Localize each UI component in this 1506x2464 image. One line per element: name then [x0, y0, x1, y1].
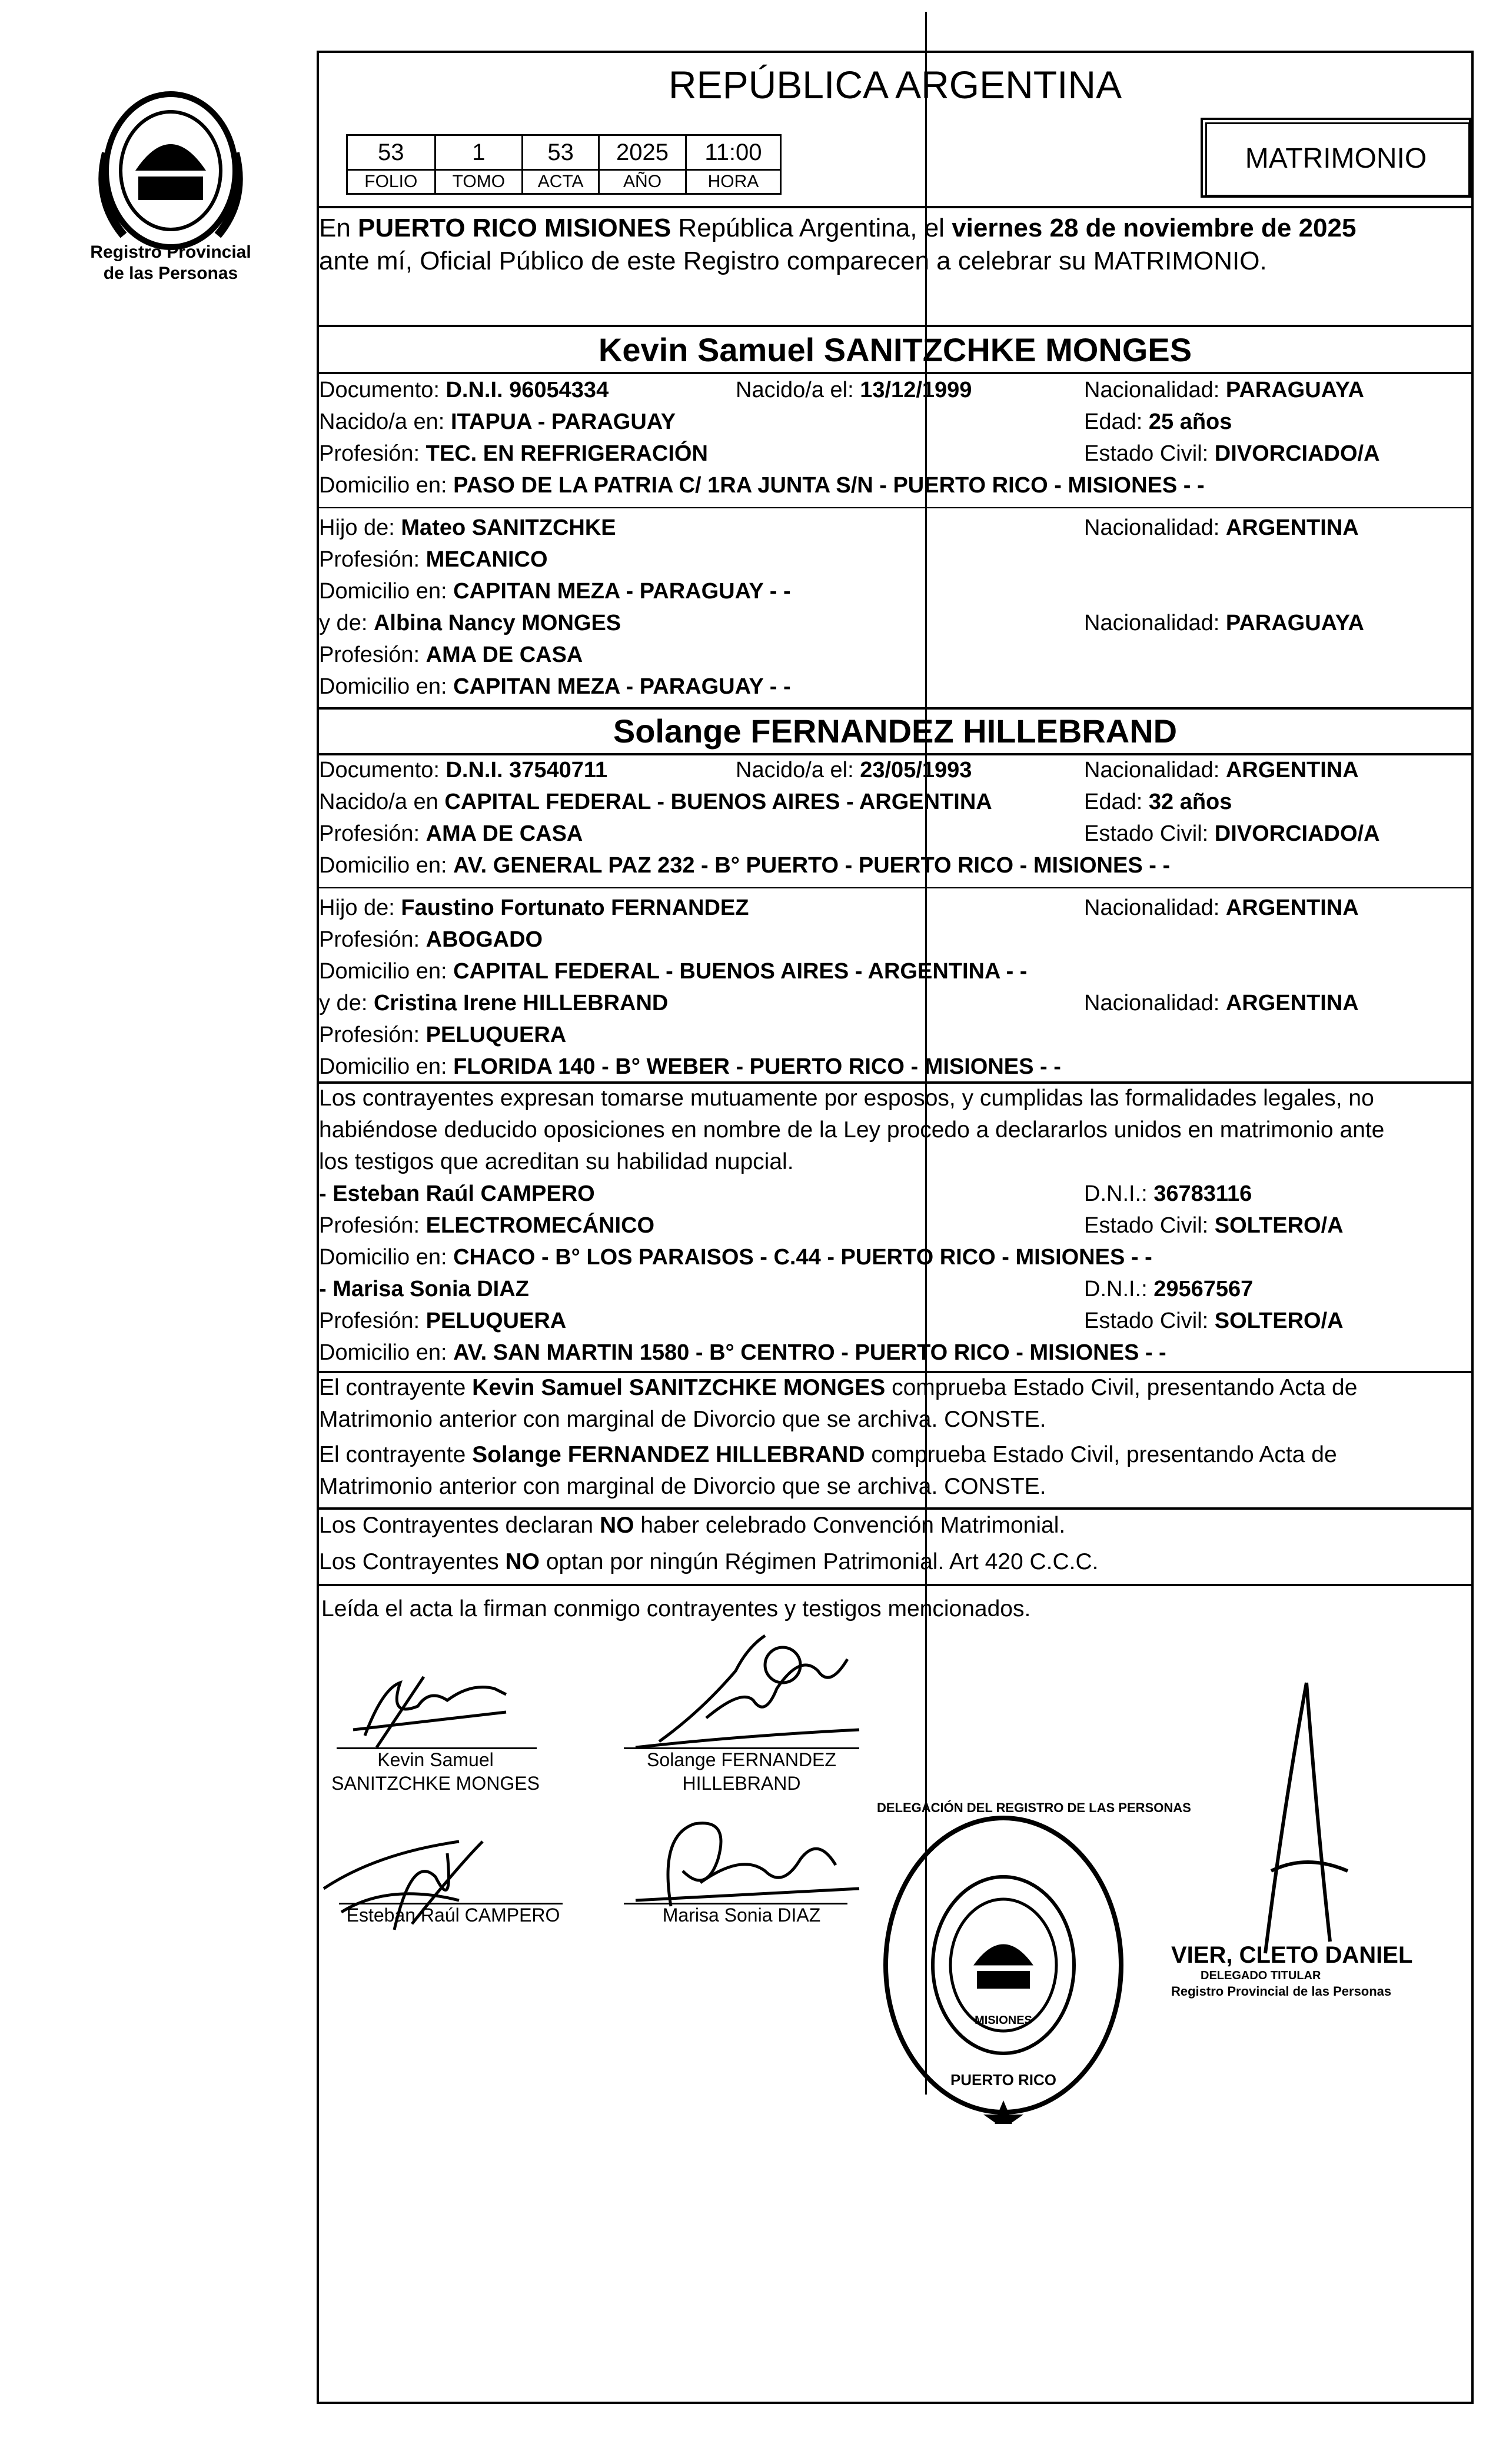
hora-label: HORA [686, 170, 780, 194]
signature-kevin-name-1: Kevin Samuel [377, 1749, 494, 1770]
note2-name: Solange FERNANDEZ HILLEBRAND [472, 1442, 865, 1467]
registry-name-line1: Registro Provincial [90, 242, 251, 262]
spouse1-nationality: Nacionalidad: PARAGUAYA [1084, 378, 1364, 402]
spouse1-profession-value: TEC. EN REFRIGERACIÓN [425, 441, 708, 466]
note2-line-1: El contrayente Solange FERNANDEZ HILLEBRAND comprueba Estado Civil, presentando Acta de [319, 1442, 1337, 1467]
witness1-address: Domicilio en: CHACO - B° LOS PARAISOS - C.44 - PUERTO RICO - MISIONES - - [319, 1245, 1152, 1270]
stamp-bottom-text: PUERTO RICO [950, 2071, 1057, 2089]
province-logo [82, 82, 259, 259]
spouse1-mother-nationality-value: PARAGUAYA [1225, 611, 1364, 635]
spouse2-father-nationality: Nacionalidad: ARGENTINA [1084, 895, 1359, 920]
spouse2-doc-value: D.N.I. 37540711 [446, 758, 608, 783]
spouse1-father-nationality-value: ARGENTINA [1225, 515, 1359, 540]
spouse2-mother-profession-value: PELUQUERA [425, 1023, 567, 1047]
witness1-profession-value: ELECTROMECÁNICO [425, 1213, 655, 1238]
spouse1-age: Edad: 25 años [1084, 409, 1232, 434]
spouse2-born-value: 23/05/1993 [860, 758, 972, 783]
witness1-civil-status: Estado Civil: SOLTERO/A [1084, 1213, 1344, 1238]
spouse1-doc: Documento: D.N.I. 96054334 [319, 378, 609, 402]
spouse1-civil-status: Estado Civil: DIVORCIADO/A [1084, 441, 1380, 466]
witness1-dni-value: 36783116 [1153, 1181, 1252, 1206]
official-office: Registro Provincial de las Personas [1171, 1984, 1392, 1999]
spouse1-father-value: Mateo SANITZCHKE [401, 515, 616, 540]
spouse2-mother: y de: Cristina Irene HILLEBRAND [319, 991, 669, 1015]
spouse1-mother-address: Domicilio en: CAPITAN MEZA - PARAGUAY - - [319, 674, 791, 699]
intro-date: viernes 28 de noviembre de 2025 [952, 214, 1357, 242]
spouse2-address-value: AV. GENERAL PAZ 232 - B° PUERTO - PUERTO RICO - MISIONES - - [453, 853, 1171, 878]
signature-kevin [330, 1665, 553, 1753]
spouse2-profession: Profesión: AMA DE CASA [319, 821, 583, 846]
spouse2-age-value: 32 años [1148, 790, 1232, 814]
spouse2-civil-status: Estado Civil: DIVORCIADO/A [1084, 821, 1380, 846]
note1-line-1: El contrayente Kevin Samuel SANITZCHKE MONGES comprueba Estado Civil, presentando Acta de [319, 1375, 1358, 1400]
spouse1-mother-address-value: CAPITAN MEZA - PARAGUAY - - [453, 674, 791, 699]
folio-value: 53 [347, 135, 435, 170]
convention-line-2: Los Contrayentes NO optan por ningún Régimen Patrimonial. Art 420 C.C.C. [319, 1549, 1099, 1574]
spouse2-profession-value: AMA DE CASA [425, 821, 583, 846]
signature-marisa-name: Marisa Sonia DIAZ [662, 1904, 821, 1926]
spouse2-name: Solange FERNANDEZ HILLEBRAND [613, 712, 1178, 750]
spouse1-father-address-value: CAPITAN MEZA - PARAGUAY - - [453, 579, 791, 604]
spouse2-mother-address: Domicilio en: FLORIDA 140 - B° WEBER - PUERTO RICO - MISIONES - - [319, 1054, 1061, 1079]
hora-value: 11:00 [686, 135, 780, 170]
stamp-ring-text: DELEGACIÓN DEL REGISTRO DE LAS PERSONAS [877, 1800, 1191, 1815]
spouse2-mother-profession: Profesión: PELUQUERA [319, 1023, 567, 1047]
acta-value: 53 [523, 135, 599, 170]
spouse2-father-address-value: CAPITAL FEDERAL - BUENOS AIRES - ARGENTINA - - [453, 959, 1028, 984]
ano-label: AÑO [599, 170, 686, 194]
spouse1-mother-nationality: Nacionalidad: PARAGUAYA [1084, 611, 1364, 635]
folio-label: FOLIO [347, 170, 435, 194]
witness2-profession-value: PELUQUERA [425, 1308, 567, 1333]
witness2-address-value: AV. SAN MARTIN 1580 - B° CENTRO - PUERTO RICO - MISIONES - - [453, 1340, 1166, 1365]
witness1-profession: Profesión: ELECTROMECÁNICO [319, 1213, 655, 1238]
spouse2-father: Hijo de: Faustino Fortunato FERNANDEZ [319, 895, 749, 920]
official-role: DELEGADO TITULAR [1201, 1969, 1321, 1982]
spouse2-top-divider [317, 707, 1474, 710]
doc-type-label: MATRIMONIO [1245, 143, 1427, 174]
convention-divider [317, 1507, 1474, 1510]
spouse2-mother-nationality: Nacionalidad: ARGENTINA [1084, 991, 1359, 1015]
spouse1-father-profession: Profesión: MECANICO [319, 547, 548, 572]
declaration-line-3: los testigos que acreditan su habilidad nupcial. [319, 1149, 794, 1174]
note2-line-2: Matrimonio anterior con marginal de Divorcio que se archiva. CONSTE. [319, 1474, 1046, 1499]
intro-mid: República Argentina, el [671, 214, 952, 242]
intro-city: PUERTO RICO MISIONES [358, 214, 671, 242]
spouse2-nationality: Nacionalidad: ARGENTINA [1084, 758, 1359, 783]
ano-value: 2025 [599, 135, 686, 170]
spouse1-mother-value: Albina Nancy MONGES [373, 611, 621, 635]
signature-divider [317, 1584, 1474, 1586]
spouse1-born-value: 13/12/1999 [860, 378, 972, 402]
witness1-name: - Esteban Raúl CAMPERO [319, 1181, 595, 1206]
notes-divider [317, 1371, 1474, 1373]
official-signature [1248, 1659, 1365, 1965]
signature-intro: Leída el acta la firman conmigo contrayentes y testigos mencionados. [321, 1596, 1031, 1621]
witness1-dni: D.N.I.: 36783116 [1084, 1181, 1252, 1206]
spouse2-civil-status-value: DIVORCIADO/A [1214, 821, 1380, 846]
spouse2-birthplace: Nacido/a en CAPITAL FEDERAL - BUENOS AIRES - ARGENTINA [319, 790, 992, 814]
spouse1-mother: y de: Albina Nancy MONGES [319, 611, 621, 635]
witness1-address-value: CHACO - B° LOS PARAISOS - C.44 - PUERTO RICO - MISIONES - - [453, 1245, 1152, 1270]
record-metadata-table [346, 134, 782, 195]
intro-prefix: En [319, 214, 358, 242]
spouse1-address: Domicilio en: PASO DE LA PATRIA C/ 1RA JUNTA S/N - PUERTO RICO - MISIONES - - [319, 473, 1205, 498]
spouse2-father-profession: Profesión: ABOGADO [319, 927, 543, 952]
spouse2-name-divider [317, 753, 1474, 755]
note1-line-2: Matrimonio anterior con marginal de Divorcio que se archiva. CONSTE. [319, 1407, 1046, 1432]
spouse1-profession: Profesión: TEC. EN REFRIGERACIÓN [319, 441, 708, 466]
stamp-seal-text: MISIONES [975, 2014, 1032, 2027]
spouse2-father-value: Faustino Fortunato FERNANDEZ [401, 895, 749, 920]
spouse1-name-divider [317, 372, 1474, 374]
witness2-profession: Profesión: PELUQUERA [319, 1308, 567, 1333]
spouse1-nationality-value: PARAGUAYA [1225, 378, 1364, 402]
spouse1-mother-profession: Profesión: AMA DE CASA [319, 642, 583, 667]
convention-line-1: Los Contrayentes declaran NO haber celebrado Convención Matrimonial. [319, 1513, 1066, 1538]
witness1-civil-status-value: SOLTERO/A [1214, 1213, 1344, 1238]
spouse2-parents-divider [317, 887, 1474, 888]
spouse1-top-divider [317, 325, 1474, 327]
signature-solange-name-1: Solange FERNANDEZ [647, 1749, 836, 1770]
signature-solange [624, 1618, 871, 1753]
registry-name-line2: de las Personas [103, 264, 238, 283]
witness2-dni: D.N.I.: 29567567 [1084, 1277, 1254, 1301]
signature-solange-name-2: HILLEBRAND [682, 1773, 801, 1794]
witness2-address: Domicilio en: AV. SAN MARTIN 1580 - B° CENTRO - PUERTO RICO - MISIONES - - [319, 1340, 1166, 1365]
signature-kevin-name-2: SANITZCHKE MONGES [331, 1773, 540, 1794]
note1-name: Kevin Samuel SANITZCHKE MONGES [472, 1375, 886, 1400]
intro-line-1 [319, 213, 1356, 244]
spouse1-father-nationality: Nacionalidad: ARGENTINA [1084, 515, 1359, 540]
spouse1-birthplace-value: ITAPUA - PARAGUAY [450, 409, 676, 434]
tomo-label: TOMO [435, 170, 523, 194]
spouse2-father-address: Domicilio en: CAPITAL FEDERAL - BUENOS AIRES - ARGENTINA - - [319, 959, 1028, 984]
spouse1-age-value: 25 años [1148, 409, 1232, 434]
spouse2-age: Edad: 32 años [1084, 790, 1232, 814]
witness2-dni-value: 29567567 [1153, 1277, 1254, 1301]
page-title: REPÚBLICA ARGENTINA [668, 63, 1122, 106]
spouse1-father-profession-value: MECANICO [425, 547, 548, 572]
spouse1-doc-value: D.N.I. 96054334 [446, 378, 609, 402]
intro-line-2: ante mí, Oficial Público de este Registro comparecen a celebrar su MATRIMONIO. [319, 247, 1267, 275]
spouse1-address-value: PASO DE LA PATRIA C/ 1RA JUNTA S/N - PUERTO RICO - MISIONES - - [453, 473, 1205, 498]
spouse1-parents-divider [317, 507, 1474, 508]
declaration-line-1: Los contrayentes expresan tomarse mutuamente por esposos, y cumplidas las formalidades legales, no [319, 1086, 1374, 1111]
spouse1-father-address: Domicilio en: CAPITAN MEZA - PARAGUAY - - [319, 579, 791, 604]
spouse2-born: Nacido/a el: 23/05/1993 [736, 758, 972, 783]
spouse2-mother-nationality-value: ARGENTINA [1225, 991, 1359, 1015]
spouse2-address: Domicilio en: AV. GENERAL PAZ 232 - B° PUERTO - PUERTO RICO - MISIONES - - [319, 853, 1171, 878]
declaration-line-2: habiéndose deducido oposiciones en nombre de la Ley procedo a declararlos unidos en matrimonio ante [319, 1117, 1385, 1143]
witness2-civil-status: Estado Civil: SOLTERO/A [1084, 1308, 1344, 1333]
spouse1-father: Hijo de: Mateo SANITZCHKE [319, 515, 616, 540]
witness2-civil-status-value: SOLTERO/A [1214, 1308, 1344, 1333]
spouse2-doc: Documento: D.N.I. 37540711 [319, 758, 608, 783]
spouse2-father-profession-value: ABOGADO [425, 927, 543, 952]
spouse1-born: Nacido/a el: 13/12/1999 [736, 378, 972, 402]
signature-esteban-name: Esteban Raúl CAMPERO [346, 1904, 560, 1926]
spouse2-nationality-value: ARGENTINA [1225, 758, 1359, 783]
spouse2-birthplace-value: CAPITAL FEDERAL - BUENOS AIRES - ARGENTINA [444, 790, 992, 814]
spouse2-father-nationality-value: ARGENTINA [1225, 895, 1359, 920]
registry-stamp [877, 1794, 1191, 2124]
spouse1-mother-profession-value: AMA DE CASA [425, 642, 583, 667]
spouse1-civil-status-value: DIVORCIADO/A [1214, 441, 1380, 466]
official-name: VIER, CLETO DANIEL [1171, 1942, 1413, 1968]
spouse1-name: Kevin Samuel SANITZCHKE MONGES [598, 331, 1192, 368]
spouse1-birthplace: Nacido/a en: ITAPUA - PARAGUAY [319, 409, 676, 434]
spouse2-mother-address-value: FLORIDA 140 - B° WEBER - PUERTO RICO - MISIONES - - [453, 1054, 1061, 1079]
header-divider [317, 206, 1474, 208]
declaration-divider [317, 1081, 1474, 1084]
acta-label: ACTA [523, 170, 599, 194]
tomo-value: 1 [435, 135, 523, 170]
witness2-name: - Marisa Sonia DIAZ [319, 1277, 529, 1301]
spouse2-mother-value: Cristina Irene HILLEBRAND [373, 991, 669, 1015]
